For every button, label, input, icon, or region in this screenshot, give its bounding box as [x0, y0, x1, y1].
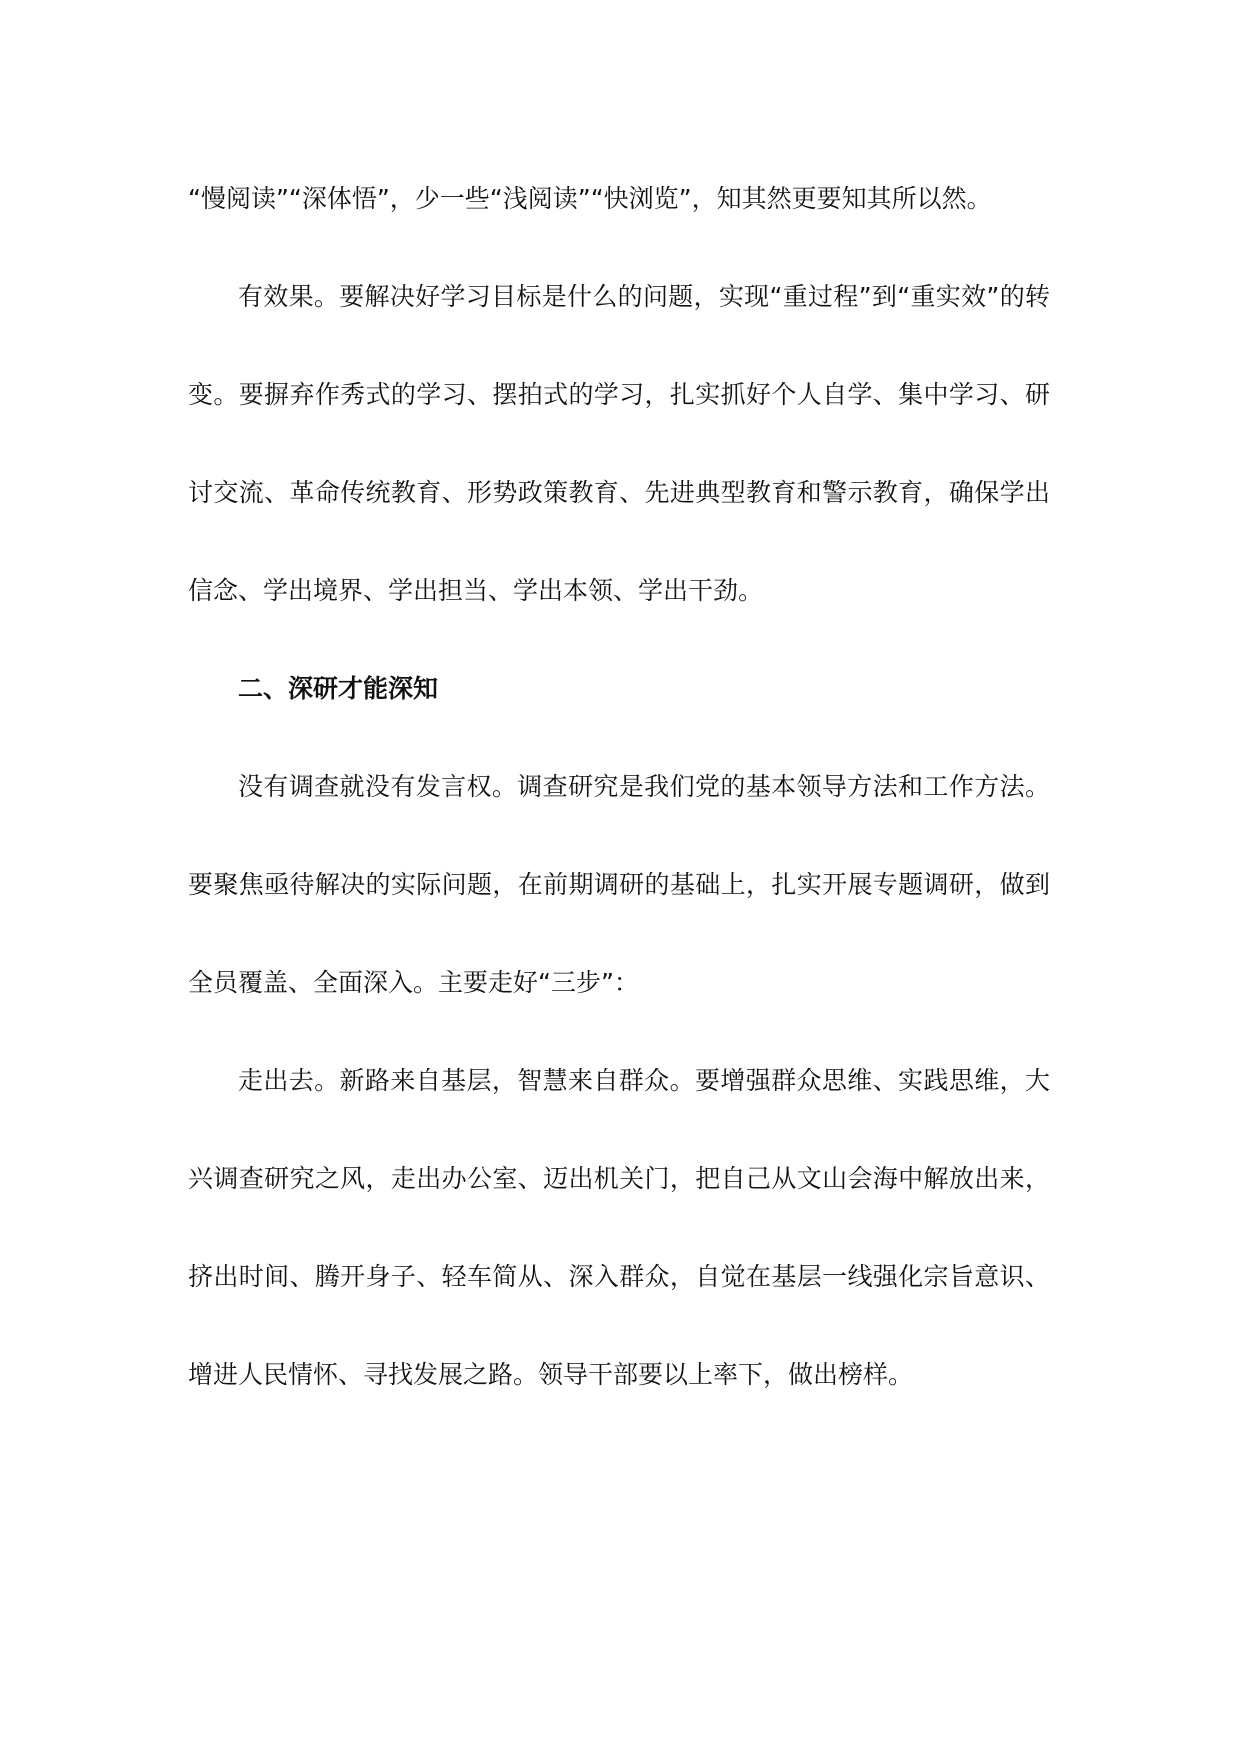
document-body — [188, 150, 1050, 1424]
paragraph-go-out: 走出去。新路来自基层，智慧来自群众。要增强群众思维、实践思维，大兴调查研究之风，走出办公室、迈出机关门，把自己从文山会海中解放出来，挤出时间、腾开身子、轻车简从、深入群众，自觉在基层一线强化宗旨意识、增进人民情怀、寻找发展之路。领导干部要以上率下，做出榜样。 — [188, 1066, 1050, 1389]
paragraph-effect: 有效果。要解决好学习目标是什么的问题，实现“重过程”到“重实效”的转变。要摒弃作秀式的学习、摆拍式的学习，扎实抓好个人自学、集中学习、研讨交流、革命传统教育、形势政策教育、先进典型教育和警示教育，确保学出信念、学出境界、学出担当、学出本领、学出干劲。 — [188, 282, 1050, 605]
section-heading: 二、深研才能深知 — [238, 674, 439, 703]
paragraph-continuation: “慢阅读”“深体悟”，少一些“浅阅读”“快浏览”，知其然更要知其所以然。 — [188, 184, 992, 213]
paragraph-research-intro: 没有调查就没有发言权。调查研究是我们党的基本领导方法和工作方法。要聚焦亟待解决的实际问题，在前期调研的基础上，扎实开展专题调研，做到全员覆盖、全面深入。主要走好“三步”： — [188, 772, 1050, 997]
